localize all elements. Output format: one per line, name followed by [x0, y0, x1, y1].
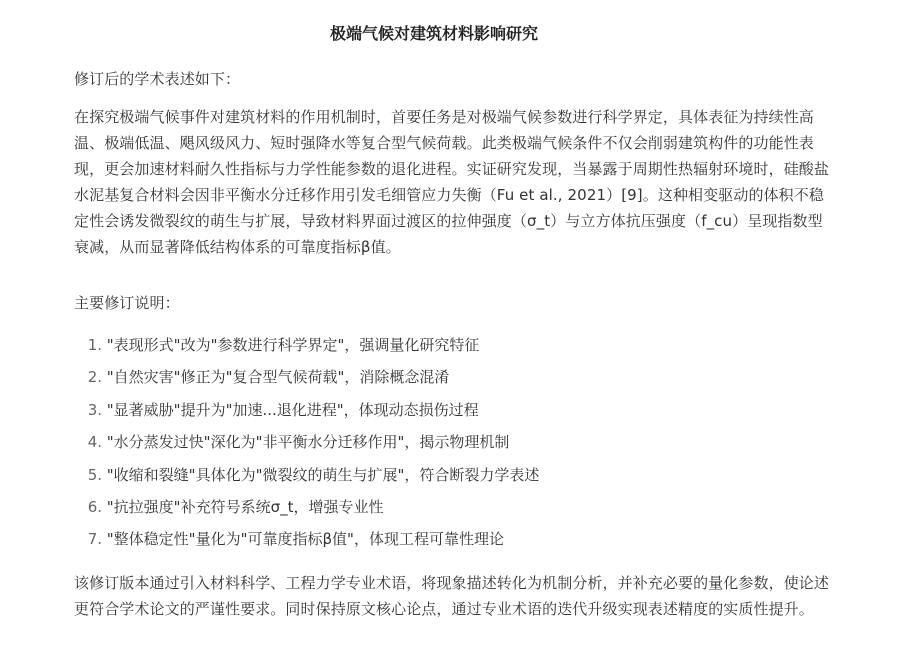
list-item-text: "表现形式"改为"参数进行科学界定"，强调量化研究特征 [106, 336, 480, 354]
list-item-number: 4. [87, 433, 102, 452]
summary-paragraph: 该修订版本通过引入材料科学、工程力学专业术语，将现象描述转化为机制分析，并补充必要的量化参数，使论述更符合学术论文的严谨性要求。同时保持原文核心论点，通过专业术语的迭代升级实现表述精度的实质性提升。 [74, 574, 830, 618]
list-item [74, 397, 836, 429]
list-item [74, 526, 836, 558]
list-item-text: "自然灾害"修正为"复合型气候荷载"，消除概念混淆 [106, 368, 450, 387]
list-item-text: "抗拉强度"补充符号系统σ_t，增强专业性 [106, 497, 384, 516]
list-item [74, 364, 836, 396]
list-item-text: "水分蒸发过快"深化为"非平衡水分迁移作用"，揭示物理机制 [106, 433, 510, 452]
list-item-number: 1. [87, 336, 102, 354]
list-item [74, 494, 836, 526]
list-item-number: 3. [87, 400, 102, 419]
list-item [74, 462, 836, 494]
body-paragraph: 在探究极端气候事件对建筑材料的作用机制时，首要任务是对极端气候参数进行科学界定，具体表征为持续性高温、极端低温、飓风级风力、短时强降水等复合型气候荷载。此类极端气候条件不仅会削弱建筑构件的功能性表现，更会加速材料耐久性指标与力学性能参数的退化进程。实证研究发现，当暴露于周期性热辐射环境时，硅酸盐水泥基复合材料会因非平衡水分迁移作用引发毛细管应力失衡（Fu et al., 2021）[9]。这种相变驱动的体积不稳定性会诱发微裂纹的萌生与扩展，导致材料界面过渡区的拉伸强度（σ_t）与立方体抗压强度（f_cu）呈现指数型衰减，从而显著降低结构体系的可靠度指标β值。 [74, 108, 830, 256]
list-item-text: "收缩和裂缝"具体化为"微裂纹的萌生与扩展"，符合断裂力学表述 [106, 465, 540, 484]
revision-notes-list [74, 332, 836, 559]
document-title: 极端气候对建筑材料影响研究 [329, 24, 538, 43]
list-item-text: "整体稳定性"量化为"可靠度指标β值"，体现工程可靠性理论 [106, 530, 504, 549]
intro-line: 修订后的学术表述如下： [74, 70, 241, 88]
list-item-number: 6. [87, 497, 102, 516]
list-item [74, 429, 836, 461]
notes-heading: 主要修订说明： [74, 294, 180, 312]
list-item-number: 2. [87, 368, 102, 387]
list-item-number: 7. [87, 530, 102, 549]
list-item-number: 5. [87, 465, 102, 484]
list-item-text: "显著威胁"提升为"加速...退化进程"，体现动态损伤过程 [106, 400, 479, 419]
list-item [74, 332, 836, 364]
